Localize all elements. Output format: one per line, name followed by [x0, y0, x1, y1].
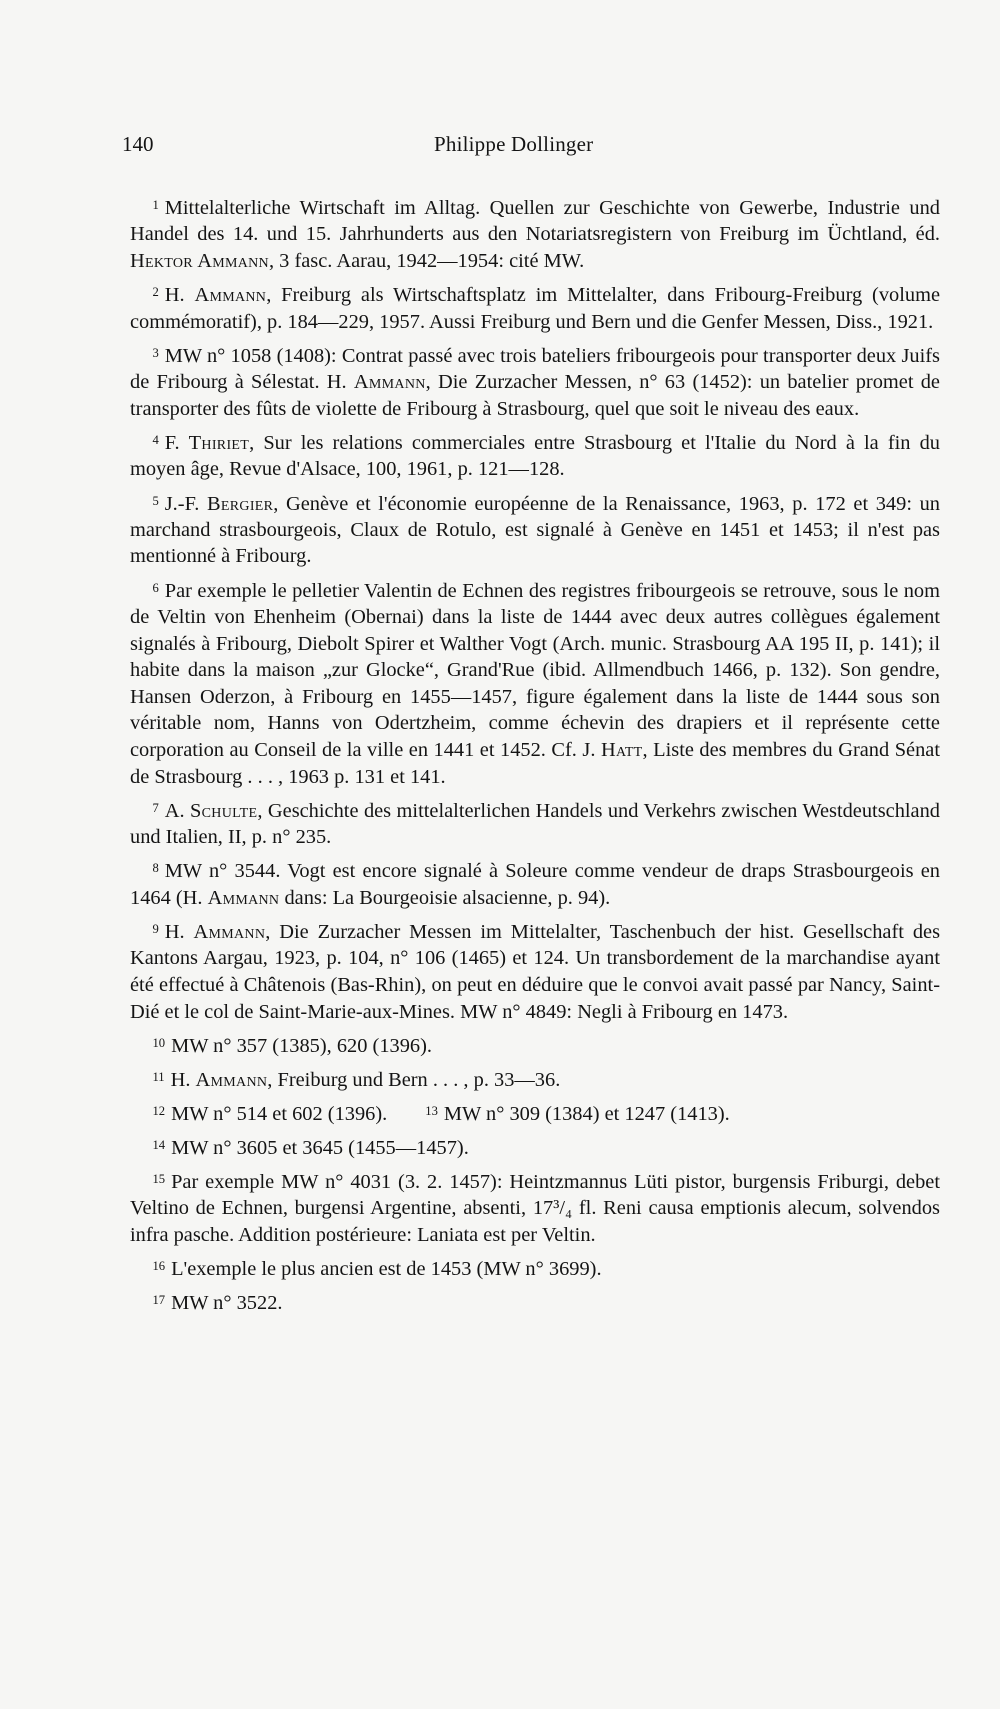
footnote-number: 6: [152, 580, 159, 595]
author-name: Ammann: [353, 371, 426, 394]
footnote-text: , Sur les relations commerciales entre Strasbourg et l'Italie du Nord à la fin du moyen âge, Revue d'Alsace, 100, 1961, p. 121—128.: [130, 431, 940, 481]
footnote-13: [425, 1098, 729, 1127]
author-initial: H.: [164, 283, 195, 306]
footnote-11: [130, 1064, 940, 1093]
footnote-text: MW n° 1058 (1408): Contrat passé avec trois bateliers fribourgeois pour transporter deux Juifs de Fribourg à Sélestat. H.: [130, 344, 940, 394]
footnote-15: [130, 1166, 940, 1249]
footnote-number: 9: [152, 921, 159, 936]
footnote-9: [130, 916, 940, 1025]
footnote-text: MW n° 309 (1384) et 1247 (1413).: [443, 1102, 730, 1125]
author-initial: A.: [164, 799, 191, 822]
footnote-number: 11: [152, 1069, 165, 1084]
footnote-4: [130, 427, 940, 483]
footnote-number: 3: [152, 345, 159, 360]
footnote-5: [130, 488, 940, 571]
footnote-number: 2: [152, 285, 159, 300]
footnote-text: , Die Zurzacher Messen im Mittelalter, Taschenbuch der hist. Gesellschaft des Kantons Aargau, 1923, p. 104, n° 106 (1465) et 124. Un transbordement de la marchandise ayant été effectué à Châtenois (Bas-Rhin), on peut en déduire que le convoi avait passé par Nancy, Saint-Dié et le col de Saint-Marie-aux-Mines. MW n° 4849: Negli à Fribourg en 1473.: [130, 920, 940, 1023]
footnote-number: 1: [152, 198, 159, 212]
footnote-text: , Freiburg als Wirtschaftsplatz im Mittelalter, dans Fribourg-Freiburg (volume commémoratif), p. 184—229, 1957. Aussi Freiburg und Bern und die Genfer Messen, Diss., 1921.: [130, 283, 941, 333]
footnote-1: [130, 192, 940, 275]
footnote-text: Par exemple MW n° 4031 (3. 2. 1457): Heintzmannus Lüti pistor, burgensis Friburgi, debet Veltino de Echnen, burgensi Argentine, absenti, 17³/₄ fl. Reni causa emptionis alecum, solvendos infra pasche. Addition postérieure: Laniata est per Veltin.: [130, 1170, 940, 1246]
footnote-3: [130, 340, 940, 423]
footnote-17: [130, 1287, 940, 1316]
footnote-text: MW n° 3605 et 3645 (1455—1457).: [171, 1136, 469, 1159]
footnote-8: [130, 855, 940, 911]
page-number: 140: [122, 132, 154, 156]
footnote-16: [130, 1253, 940, 1282]
author-name: Ammann: [195, 1068, 268, 1091]
author-name: Hektor Ammann: [130, 249, 269, 272]
footnote-text: dans: La Bourgeoisie alsacienne, p. 94).: [279, 886, 611, 909]
running-head: Philippe Dollinger: [434, 132, 594, 156]
author-initial: F.: [164, 431, 189, 454]
footnote-text: , Freiburg und Bern . . . , p. 33—36.: [267, 1068, 561, 1091]
footnote-number: 8: [152, 861, 159, 876]
footnote-number: 10: [152, 1035, 166, 1050]
footnote-number: 4: [152, 432, 159, 447]
footnote-pair-12-13: [130, 1098, 940, 1127]
footnote-7: [130, 795, 940, 851]
footnote-14: [130, 1132, 940, 1161]
author-initial: H.: [164, 920, 194, 943]
footnote-text: , Genève et l'économie européenne de la Renaissance, 1963, p. 172 et 349: un marchand strasbourgeois, Claux de Rotulo, est signalé à Genève en 1451 et 1453; il n'est pas mentionné à Fribourg.: [130, 492, 941, 568]
author-initial: H.: [170, 1068, 196, 1091]
footnote-text: MW n° 514 et 602 (1396).: [171, 1102, 388, 1125]
footnote-number: 15: [152, 1171, 166, 1186]
footnote-6: [130, 575, 940, 791]
footnote-number: 12: [152, 1103, 166, 1118]
author-name: Hatt: [600, 739, 643, 762]
footnote-number: 13: [425, 1103, 438, 1118]
footnote-text: , Die Zurzacher Messen, n° 63 (1452): un batelier promet de transporter des fûts de violette de Fribourg à Strasbourg, quel que soit le niveau des eaux.: [130, 371, 940, 420]
footnote-2: [130, 279, 940, 335]
author-name: Thiriet: [188, 431, 250, 454]
footnote-number: 5: [152, 493, 159, 508]
footnote-text: Mittelalterliche Wirtschaft im Alltag. Quellen zur Geschichte von Gewerbe, Industrie und Handel des 14. und 15. Jahrhunderts aus den Notariatsregistern von Freiburg im Üchtland, éd.: [130, 196, 940, 246]
author-name: Ammann: [194, 283, 267, 306]
footnote-number: 17: [152, 1292, 166, 1307]
footnote-number: 7: [152, 800, 159, 815]
footnote-text: , Liste des membres du Grand Sénat de Strasbourg . . . , 1963 p. 131 et 141.: [130, 739, 940, 788]
footnote-12: [152, 1098, 387, 1127]
footnote-number: 14: [152, 1137, 166, 1152]
author-name: Ammann: [193, 920, 266, 943]
footnote-10: [130, 1030, 940, 1059]
author-name: Schulte: [190, 799, 258, 822]
footnote-text: Par exemple le pelletier Valentin de Echnen des registres fribourgeois se retrouve, sous le nom de Veltin von Ehenheim (Obernai) dans la liste de 1444 avec deux autres collègues également signalés à Fribourg, Diebolt Spirer et Walther Vogt (Arch. munic. Strasbourg AA 195 II, p. 141); il habite dans la maison „zur Glocke“, Grand'Rue (ibid. Allmendbuch 1466, p. 132). Son gendre, Hansen Oderzon, à Fribourg en 1455—1457, figure également dans la liste de 1444 sous son véritable nom, Hanns von Odertzheim, comme échevin des drapiers et il représente cette corporation au Conseil de la ville en 1441 et 1452. Cf. J.: [130, 579, 940, 762]
author-name: Ammann: [207, 886, 280, 909]
footnote-text: MW n° 3544. Vogt est encore signalé à Soleure comme vendeur de draps Strasbourgeois en 1464 (H.: [130, 860, 940, 909]
footnote-text: MW n° 357 (1385), 620 (1396).: [171, 1034, 432, 1057]
footnote-number: 16: [152, 1258, 166, 1273]
page-header: [122, 132, 946, 162]
footnote-text: MW n° 3522.: [171, 1291, 283, 1314]
footnote-text: , Geschichte des mittelalterlichen Handels und Verkehrs zwischen Westdeutschland und Italien, II, p. n° 235.: [130, 799, 941, 849]
footnote-text: L'exemple le plus ancien est de 1453 (MW n° 3699).: [171, 1257, 602, 1280]
footnotes: [130, 192, 940, 1321]
author-initial: J.-F.: [164, 492, 208, 515]
author-name: Bergier: [207, 492, 274, 515]
footnote-text: , 3 fasc. Aarau, 1942—1954: cité MW.: [268, 249, 585, 272]
